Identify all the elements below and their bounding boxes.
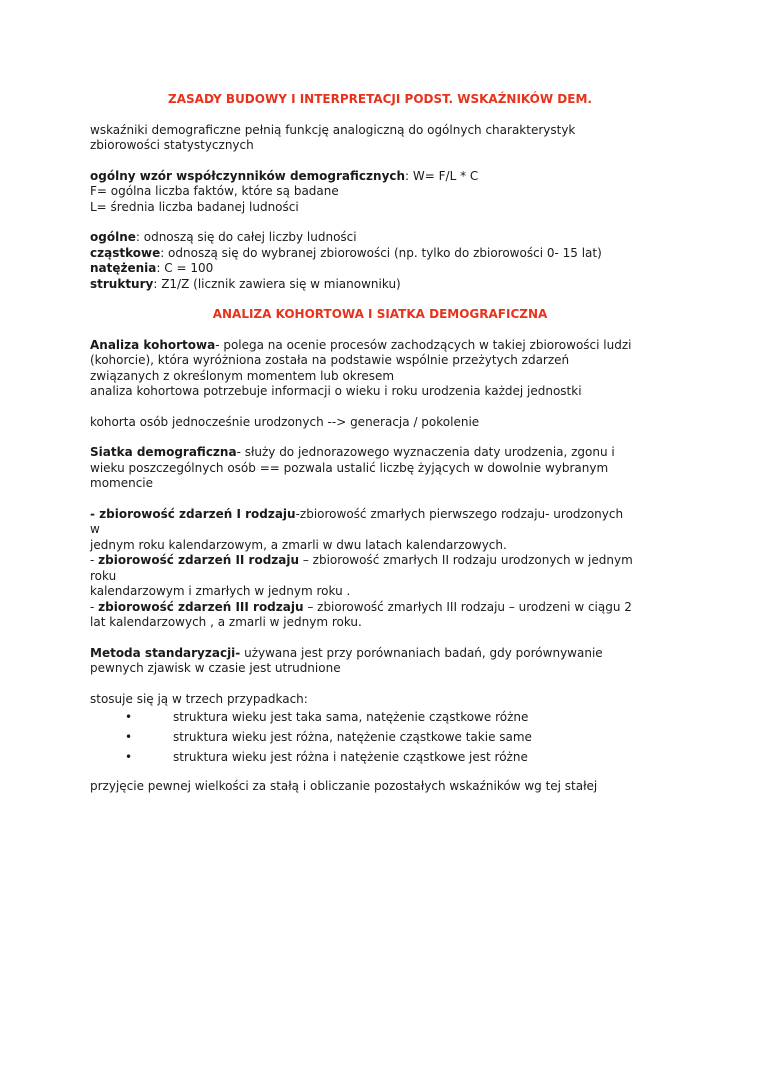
text-segment: lat kalendarzowych , a zmarli w jednym roku. bbox=[90, 615, 362, 629]
text-line bbox=[90, 661, 710, 677]
bold-text-segment: ogólne bbox=[90, 230, 136, 244]
text-line bbox=[90, 553, 710, 569]
text-segment: – zbiorowość zmarłych III rodzaju – urodzeni w ciągu 2 bbox=[303, 599, 632, 614]
text-line bbox=[90, 261, 710, 277]
paragraph bbox=[90, 779, 710, 795]
text-segment: – zbiorowość zmarłych II rodzaju urodzonych w jednym bbox=[299, 553, 633, 567]
bullet-item bbox=[90, 707, 710, 727]
bullet-item-text: struktura wieku jest różna, natężenie cząstkowe takie same bbox=[173, 730, 532, 744]
text-line bbox=[90, 692, 710, 708]
text-segment: zbiorowości statystycznych bbox=[90, 138, 254, 152]
text-segment: pewnych zjawisk w czasie jest utrudnione bbox=[90, 661, 341, 675]
text-segment: przyjęcie pewnej wielkości za stałą i obliczanie pozostałych wskaźników wg tej stałej bbox=[90, 779, 598, 793]
text-line bbox=[90, 507, 710, 523]
bullet-item-text: struktura wieku jest różna i natężenie cząstkowe jest różne bbox=[173, 750, 528, 764]
text-segment: : Z1/Z (licznik zawiera się w mianowniku) bbox=[153, 276, 401, 291]
text-segment: F= ogólna liczba faktów, które są badane bbox=[90, 184, 339, 198]
text-segment: stosuje się ją w trzech przypadkach: bbox=[90, 691, 308, 706]
text-segment: roku bbox=[90, 568, 117, 583]
text-segment: w bbox=[90, 522, 100, 536]
text-segment: analiza kohortowa potrzebuje informacji o wieku i roku urodzenia każdej jednostki bbox=[90, 384, 582, 398]
text-line bbox=[90, 779, 710, 795]
text-segment: - polega na ocenie procesów zachodzących w takiej zbiorowości ludzi bbox=[215, 337, 632, 352]
text-line bbox=[90, 461, 710, 477]
text-line bbox=[90, 169, 710, 185]
text-segment: związanych z określonym momentem lub okresem bbox=[90, 368, 395, 383]
text-segment: : W= F/L * C bbox=[405, 168, 479, 183]
text-line bbox=[90, 246, 710, 262]
text-line bbox=[90, 476, 710, 492]
text-segment: momencie bbox=[90, 476, 154, 490]
text-segment: - służy do jednorazowego wyznaczenia daty urodzenia, zgonu i bbox=[236, 445, 615, 459]
bold-text-segment: cząstkowe bbox=[90, 245, 161, 260]
text-segment: (kohorcie), która wyróżniona została na podstawie wspólnie przeżytych zdarzeń bbox=[90, 353, 570, 367]
text-line bbox=[90, 184, 710, 200]
text-segment: używana jest przy porównaniach badań, gdy porównywanie bbox=[240, 645, 603, 660]
text-line bbox=[90, 569, 710, 585]
text-line bbox=[90, 369, 710, 385]
bullet-list bbox=[90, 707, 710, 767]
text-line bbox=[90, 353, 710, 369]
text-line bbox=[90, 445, 710, 461]
bullet-icon: • bbox=[125, 730, 133, 744]
text-line bbox=[90, 384, 710, 400]
paragraph bbox=[90, 123, 710, 154]
text-segment: L= średnia liczba badanej ludności bbox=[90, 199, 299, 214]
bold-text-segment: Metoda standaryzacji- bbox=[90, 645, 241, 660]
text-segment: - bbox=[90, 599, 99, 614]
text-line bbox=[90, 615, 710, 631]
paragraph bbox=[90, 692, 710, 708]
text-line bbox=[90, 123, 710, 139]
text-segment: kalendarzowym i zmarłych w jednym roku . bbox=[90, 584, 351, 598]
text-segment: kohorta osób jednocześnie urodzonych --> generacja / pokolenie bbox=[90, 414, 480, 429]
bold-text-segment: zbiorowość zdarzeń II rodzaju bbox=[98, 553, 300, 567]
text-segment: jednym roku kalendarzowym, a zmarli w dwu latach kalendarzowych. bbox=[90, 537, 507, 552]
bold-text-segment: - zbiorowość zdarzeń I rodzaju bbox=[90, 506, 296, 521]
paragraph bbox=[90, 230, 710, 292]
bold-text-segment: Siatka demograficzna bbox=[90, 445, 237, 459]
text-segment: : odnoszą się do całej liczby ludności bbox=[135, 230, 357, 244]
text-line bbox=[90, 277, 710, 293]
paragraph bbox=[90, 338, 710, 400]
text-line bbox=[90, 646, 710, 662]
bullet-icon: • bbox=[125, 750, 133, 764]
bold-text-segment: zbiorowość zdarzeń III rodzaju bbox=[98, 599, 304, 614]
bold-text-segment: ogólny wzór współczynników demograficznych bbox=[90, 168, 406, 183]
bold-text-segment: struktury bbox=[90, 276, 154, 291]
bullet-icon: • bbox=[125, 710, 133, 724]
bold-text-segment: natężenia bbox=[90, 261, 157, 275]
bullet-item-text: struktura wieku jest taka sama, natężenie cząstkowe różne bbox=[173, 710, 529, 724]
section-heading-2: ANALIZA KOHORTOWA I SIATKA DEMOGRAFICZNA bbox=[212, 307, 548, 321]
text-segment: : odnoszą się do wybranej zbiorowości (np. tylko do zbiorowości 0- 15 lat) bbox=[160, 245, 602, 260]
bullet-item bbox=[90, 747, 710, 767]
paragraph bbox=[90, 646, 710, 677]
text-line bbox=[90, 522, 710, 538]
text-line bbox=[90, 138, 710, 154]
text-line bbox=[90, 538, 710, 554]
text-segment: : C = 100 bbox=[156, 261, 214, 275]
text-line bbox=[90, 230, 710, 246]
text-segment: - bbox=[90, 553, 99, 567]
text-line bbox=[90, 415, 710, 431]
paragraph bbox=[90, 445, 710, 492]
bullet-item bbox=[90, 727, 710, 747]
text-line bbox=[90, 584, 710, 600]
text-segment: -zbiorowość zmarłych pierwszego rodzaju- urodzonych bbox=[295, 506, 624, 521]
paragraph bbox=[90, 507, 710, 631]
text-line bbox=[90, 200, 710, 216]
text-line bbox=[90, 600, 710, 616]
section-heading-1: ZASADY BUDOWY I INTERPRETACJI PODST. WSKAŹNIKÓW DEM. bbox=[168, 92, 592, 106]
text-segment: wieku poszczególnych osób == pozwala ustalić liczbę żyjących w dowolnie wybranym bbox=[90, 460, 609, 475]
text-line bbox=[90, 338, 710, 354]
paragraph bbox=[90, 169, 710, 216]
text-segment: wskaźniki demograficzne pełnią funkcję analogiczną do ogólnych charakterystyk bbox=[90, 122, 576, 137]
bold-text-segment: Analiza kohortowa bbox=[90, 337, 216, 352]
paragraph bbox=[90, 415, 710, 431]
